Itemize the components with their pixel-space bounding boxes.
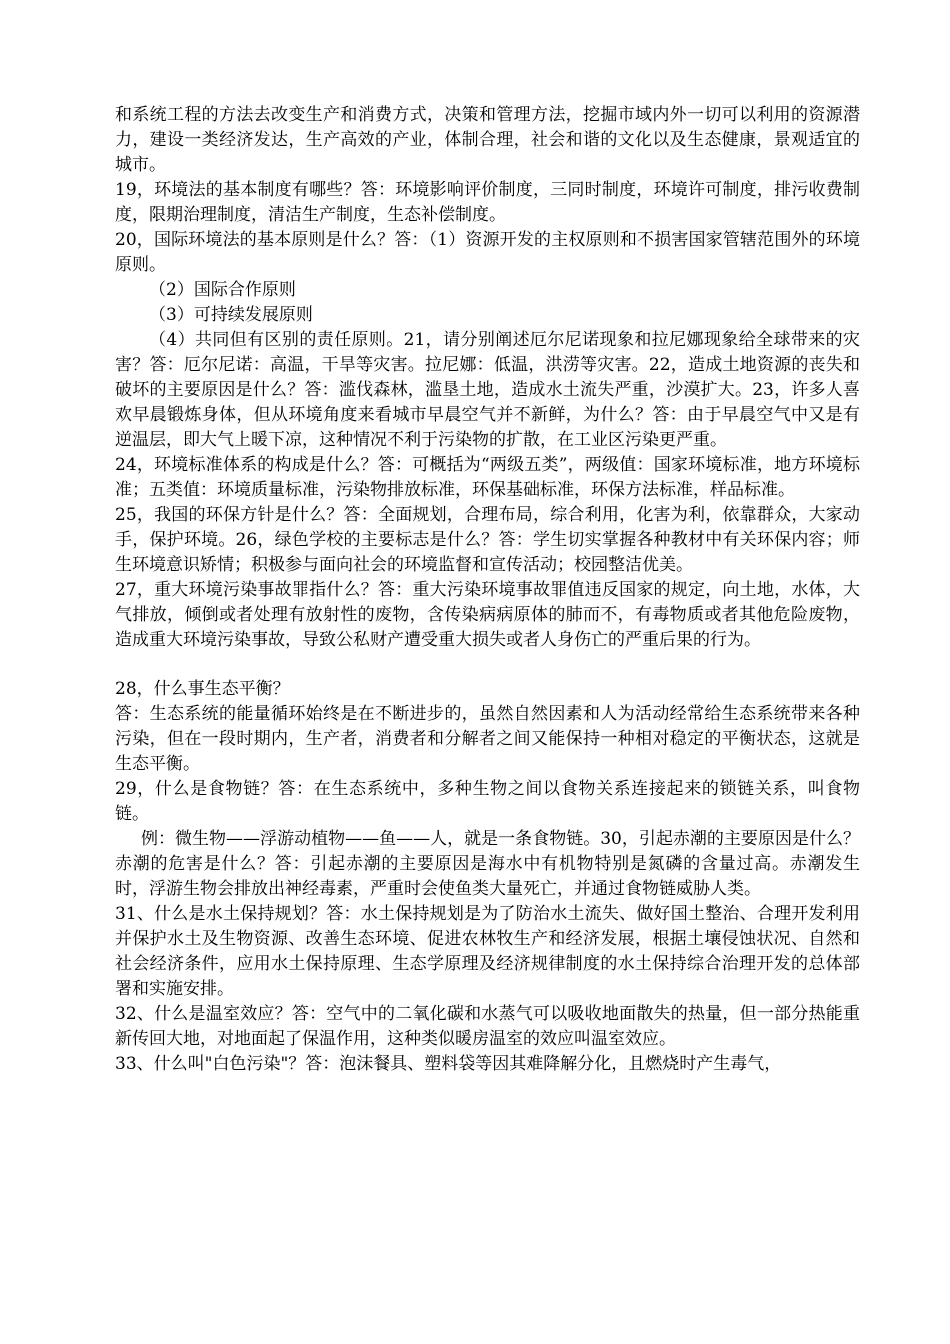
- paragraph-q24: 24，环境标准体系的构成是什么？答：可概括为“两级五类”，两级值：国家环境标准，地方环境标准；五类值：环境质量标准，污染物排放标准，环保基础标准，环保方法标准，样品标准。: [115, 455, 860, 500]
- paragraph-q29: 29，什么是食物链？答：在生态系统中，多种生物之间以食物关系连接起来的锁链关系，叫食物链。: [115, 779, 860, 824]
- paragraph-intro-continued: 和系统工程的方法去改变生产和消费方式，决策和管理方法，挖掘市域内外一切可以利用的资源潜力，建设一类经济发达，生产高效的产业，体制合理，社会和谐的文化以及生态健康，景观适宜的城市。: [115, 105, 860, 175]
- paragraph-q29-example-q30: 例：微生物——浮游动植物——鱼——人，就是一条食物链。30，引起赤潮的主要原因是什么？赤潮的危害是什么？答：引起赤潮的主要原因是海水中有机物特别是氮磷的含量过高。赤潮发生时，浮游生物会排放出神经毒素，严重时会使鱼类大量死亡，并通过食物链威胁人类。: [115, 829, 860, 899]
- paragraph-q20-item3: （3）可持续发展原则: [149, 305, 313, 325]
- paragraph-q31: 31、什么是水土保持规划？答：水土保持规划是为了防治水土流失、做好国土整治、合理开发利用并保护水土及生物资源、改善生态环境、促进农林牧生产和经济发展，根据土壤侵蚀状况、自然和社会经济条件，应用水土保持原理、生态学原理及经济规律制度的水土保持综合治理开发的总体部署和实施安排。: [115, 904, 860, 999]
- paragraph-q19: 19，环境法的基本制度有哪些？答：环境影响评价制度，三同时制度，环境许可制度，排污收费制度，限期治理制度，清洁生产制度，生态补偿制度。: [115, 180, 860, 225]
- paragraph-q20: 20，国际环境法的基本原则是什么？答：（1）资源开发的主权原则和不损害国家管辖范围外的环境原则。: [115, 230, 860, 275]
- paragraph-q25-q26: 25，我国的环保方针是什么？答：全面规划，合理布局，综合利用，化害为利，依靠群众，大家动手，保护环境。26，绿色学校的主要标志是什么？答：学生切实掌握各种教材中有关环保内容；师生环境意识矫情；积极参与面向社会的环境监督和宣传活动；校园整洁优美。: [115, 505, 860, 575]
- document-page: [115, 103, 860, 1077]
- paragraph-q33: 33、什么叫"白色污染"？答：泡沫餐具、塑料袋等因其难降解分化，且燃烧时产生毒气，: [115, 1054, 782, 1074]
- paragraph-q27: 27，重大环境污染事故罪指什么？答：重大污染环境事故罪值违反国家的规定，向土地，水体，大气排放，倾倒或者处理有放射性的废物，含传染病病原体的肺而不，有毒物质或者其他危险废物，造成重大环境污染事故，导致公私财产遭受重大损失或者人身伤亡的严重后果的行为。: [115, 580, 860, 650]
- paragraph-q28-answer: 答：生态系统的能量循环始终是在不断进步的，虽然自然因素和人为活动经常给生态系统带来各种污染，但在一段时期内，生产者，消费者和分解者之间又能保持一种相对稳定的平衡状态，这就是生态平衡。: [115, 704, 860, 774]
- paragraph-q20-item2: （2）国际合作原则: [149, 280, 296, 300]
- paragraph-q28-question: 28，什么事生态平衡？: [115, 679, 290, 699]
- paragraph-q32: 32、什么是温室效应？答：空气中的二氧化碳和水蒸气可以吸收地面散失的热量，但一部分热能重新传回大地，对地面起了保温作用，这种类似暖房温室的效应叫温室效应。: [115, 1004, 860, 1049]
- paragraph-q20-item4-q21-q23: （4）共同但有区别的责任原则。21，请分别阐述厄尔尼诺现象和拉尼娜现象给全球带来的灾害？答：厄尔尼诺：高温，干旱等灾害。拉尼娜：低温，洪涝等灾害。22，造成土地资源的丧失和破坏的主要原因是什么？答：滥伐森林，滥垦土地，造成水土流失严重，沙漠扩大。23，许多人喜欢早晨锻炼身体，但从环境角度来看城市早晨空气并不新鲜，为什么？答：由于早晨空气中又是有逆温层，即大气上暖下凉，这种情况不利于污染物的扩散，在工业区污染更严重。: [115, 330, 860, 450]
- blank-line: [115, 653, 860, 677]
